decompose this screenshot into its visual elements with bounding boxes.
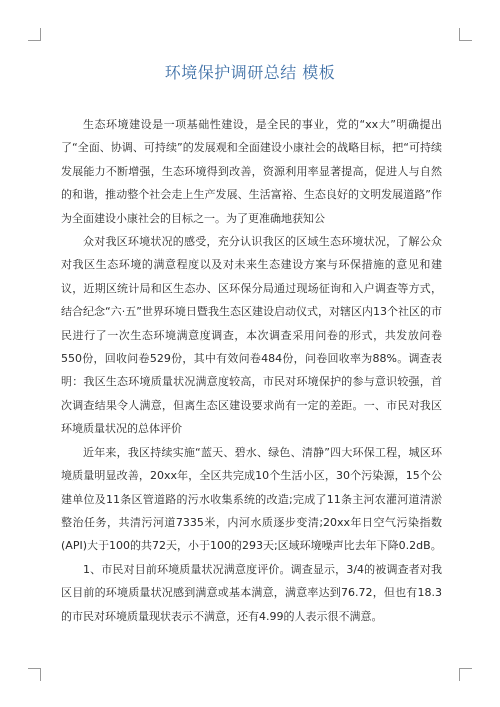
crop-mark [40, 28, 41, 41]
document-body [61, 113, 442, 628]
paragraph: 众对我区环境状况的感受，充分认识我区的区域生态环境状况，了解公众对我区生态环境的满意程度以及对未来生态建设方案与环保措施的意见和建议，近期区统计局和区生态办、区环保分局通过现场征询和入户调查等方式，结合纪念“六·五”世界环境日暨我生态区建设启动仪式，对辖区内13个社区的市民进行了一次生态环境满意度调查，本次调查采用问卷的形式，共发放问卷550份，回收问卷529份，其中有效问卷484份，问卷回收率为88%。调查表明：我区生态环境质量状况满意度较高，市民对环境保护的参与意识较强，首次调查结果令人满意，但离生态区建设要求尚有一定的差距。一、市民对我区环境质量状况的总体评价 [61, 235, 442, 436]
paragraph: 生态环境建设是一项基础性建设，是全民的事业，党的“xx大”明确提出了“全面、协调、可持续”的发展观和全面建设小康社会的战略目标，把“可持续发展能力不断增强，生态环境得到改善，资源利用率显著提高，促进人与自然的和谐，推动整个社会走上生产发展、生活富裕、生态良好的文明发展道路”作为全面建设小康社会的目标之一。为了更准确地获知公 [61, 118, 442, 225]
crop-mark [459, 40, 472, 41]
document-title: 环境保护调研总结 模板 [164, 63, 336, 82]
crop-mark [459, 28, 460, 41]
crop-mark [459, 668, 460, 681]
crop-mark [459, 668, 472, 669]
paragraph: 近年来，我区持续实施“蓝天、碧水、绿色、清静”四大环保工程，城区环境质量明显改善，20xx年，全区共完成10个生活小区，30个污染源，15个公建单位及11条区管道路的污水收集系统的改造;完成了11条主河农灌河道清淤整治任务，共清污河道7335米，内河水质逐步变清;20xx年日空气污染指数(API)大于100的共72天，小于100的293天;区域环境噪声比去年下降0.2dB。 [61, 445, 442, 553]
crop-mark [40, 668, 41, 681]
paragraph: 1、市民对目前环境质量状况满意度评价。调查显示，3/4的被调查者对我区目前的环境质量状况感到满意或基本满意，满意率达到76.72，但也有18.3的市民对环境质量现状表示不满意，还有4.99的人表示很不满意。 [61, 562, 442, 623]
